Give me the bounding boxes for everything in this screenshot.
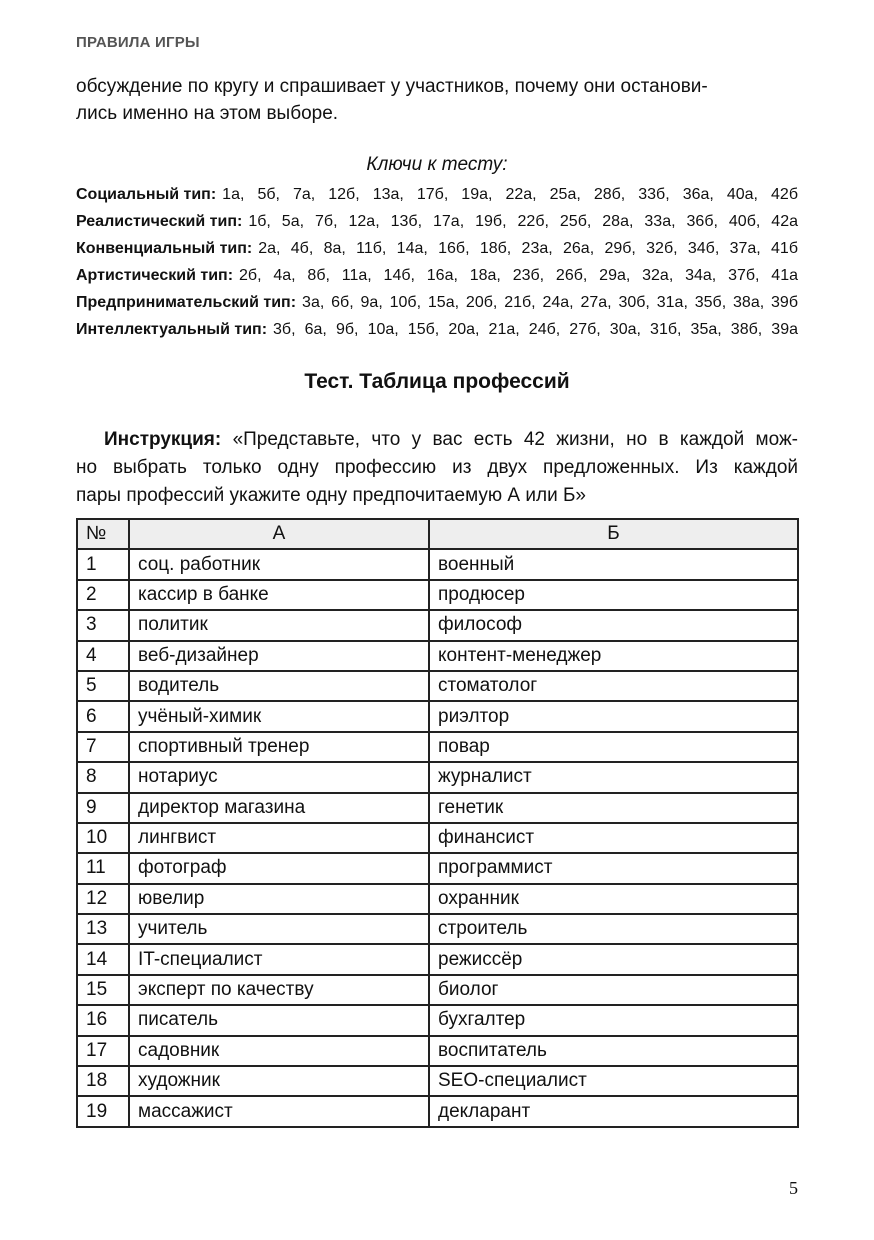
profession-b: строитель	[429, 914, 798, 944]
row-number: 11	[77, 853, 129, 883]
row-number: 18	[77, 1066, 129, 1096]
instruction-line	[76, 426, 798, 454]
instruction-line: пары профессий укажите одну предпочитаемую А или Б»	[76, 485, 586, 506]
intro-paragraph	[76, 73, 798, 127]
row-number: 7	[77, 732, 129, 762]
table-row	[77, 1036, 798, 1066]
profession-a: учитель	[129, 914, 429, 944]
row-number: 6	[77, 701, 129, 731]
table-row	[77, 884, 798, 914]
row-number: 4	[77, 641, 129, 671]
profession-a: массажист	[129, 1096, 429, 1126]
table-row	[77, 701, 798, 731]
profession-b: декларант	[429, 1096, 798, 1126]
profession-b: охранник	[429, 884, 798, 914]
profession-a: фотограф	[129, 853, 429, 883]
table-row	[77, 549, 798, 579]
table-row	[77, 853, 798, 883]
key-line-enterprising	[76, 289, 798, 316]
profession-a: директор магазина	[129, 793, 429, 823]
row-number: 16	[77, 1005, 129, 1035]
professions-table	[76, 518, 799, 1128]
key-label: Артистический тип:	[76, 267, 234, 284]
running-head: ПРАВИЛА ИГРЫ	[76, 34, 200, 51]
profession-b: повар	[429, 732, 798, 762]
key-values: 3а, 6б, 9а, 10б, 15а, 20б, 21б, 24а, 27а, 30б, 31а, 35б, 38а, 39б	[302, 294, 798, 311]
row-number: 1	[77, 549, 129, 579]
table-row	[77, 671, 798, 701]
profession-a: художник	[129, 1066, 429, 1096]
key-values: 2б, 4а, 8б, 11а, 14б, 16а, 18а, 23б, 26б, 29а, 32а, 34а, 37б, 41а	[239, 267, 798, 284]
table-row	[77, 944, 798, 974]
row-number: 15	[77, 975, 129, 1005]
key-label: Реалистический тип:	[76, 213, 243, 230]
profession-b: финансист	[429, 823, 798, 853]
profession-a: веб-дизайнер	[129, 641, 429, 671]
table-row	[77, 641, 798, 671]
profession-a: эксперт по качеству	[129, 975, 429, 1005]
key-line-conventional	[76, 235, 798, 262]
row-number: 12	[77, 884, 129, 914]
row-number: 8	[77, 762, 129, 792]
intro-line: обсуждение по кругу и спрашивает у участников, почему они останови-	[76, 76, 708, 97]
page-number: 5	[789, 1178, 798, 1198]
table-body	[77, 549, 798, 1126]
key-line-social	[76, 181, 798, 208]
table-row	[77, 1066, 798, 1096]
header-a: А	[129, 519, 429, 549]
profession-b: контент-менеджер	[429, 641, 798, 671]
profession-b: журналист	[429, 762, 798, 792]
table-row	[77, 580, 798, 610]
key-line-artistic	[76, 262, 798, 289]
row-number: 13	[77, 914, 129, 944]
key-line-realistic	[76, 208, 798, 235]
profession-a: кассир в банке	[129, 580, 429, 610]
profession-b: стоматолог	[429, 671, 798, 701]
row-number: 2	[77, 580, 129, 610]
key-values: 3б, 6а, 9б, 10а, 15б, 20а, 21а, 24б, 27б, 30а, 31б, 35а, 38б, 39а	[273, 321, 798, 338]
table-row	[77, 823, 798, 853]
profession-b: программист	[429, 853, 798, 883]
profession-b: военный	[429, 549, 798, 579]
table-header-row	[77, 519, 798, 549]
profession-a: спортивный тренер	[129, 732, 429, 762]
key-line-intellectual	[76, 316, 798, 343]
profession-a: писатель	[129, 1005, 429, 1035]
row-number: 19	[77, 1096, 129, 1126]
key-label: Предпринимательский тип:	[76, 294, 297, 311]
header-number: №	[77, 519, 129, 549]
section-title: Тест. Таблица профессий	[304, 370, 570, 393]
profession-b: воспитатель	[429, 1036, 798, 1066]
profession-a: садовник	[129, 1036, 429, 1066]
table-row	[77, 762, 798, 792]
profession-a: лингвист	[129, 823, 429, 853]
row-number: 14	[77, 944, 129, 974]
instruction-paragraph	[76, 426, 798, 510]
row-number: 10	[77, 823, 129, 853]
table-row	[77, 1005, 798, 1035]
row-number: 3	[77, 610, 129, 640]
table-row	[77, 1096, 798, 1126]
profession-a: IT-специалист	[129, 944, 429, 974]
table-row	[77, 914, 798, 944]
instruction-line: но выбрать только одну профессию из двух предложенных. Из каждой	[76, 457, 798, 478]
profession-b: риэлтор	[429, 701, 798, 731]
key-label: Конвенциальный тип:	[76, 240, 253, 257]
key-label: Социальный тип:	[76, 186, 217, 203]
instruction-label: Инструкция:	[104, 429, 222, 450]
row-number: 9	[77, 793, 129, 823]
keys-list	[76, 181, 798, 343]
row-number: 5	[77, 671, 129, 701]
intro-line: лись именно на этом выборе.	[76, 103, 339, 124]
key-values: 1а, 5б, 7а, 12б, 13а, 17б, 19а, 22а, 25а, 28б, 33б, 36а, 40а, 42б	[222, 186, 798, 203]
instruction-text: «Представьте, что у вас есть 42 жизни, но в каждой мож-	[232, 429, 799, 450]
keys-heading: Ключи к тесту:	[366, 154, 508, 175]
profession-b: SEO-специалист	[429, 1066, 798, 1096]
key-values: 2а, 4б, 8а, 11б, 14а, 16б, 18б, 23а, 26а, 29б, 32б, 34б, 37а, 41б	[258, 240, 798, 257]
profession-b: бухгалтер	[429, 1005, 798, 1035]
profession-b: биолог	[429, 975, 798, 1005]
key-label: Интеллектуальный тип:	[76, 321, 268, 338]
profession-b: философ	[429, 610, 798, 640]
profession-b: режиссёр	[429, 944, 798, 974]
row-number: 17	[77, 1036, 129, 1066]
table-row	[77, 610, 798, 640]
table-row	[77, 975, 798, 1005]
profession-a: учёный-химик	[129, 701, 429, 731]
table-row	[77, 793, 798, 823]
profession-b: продюсер	[429, 580, 798, 610]
profession-a: политик	[129, 610, 429, 640]
profession-b: генетик	[429, 793, 798, 823]
profession-a: водитель	[129, 671, 429, 701]
table-row	[77, 732, 798, 762]
key-values: 1б, 5а, 7б, 12а, 13б, 17а, 19б, 22б, 25б, 28а, 33а, 36б, 40б, 42а	[248, 213, 798, 230]
profession-a: ювелир	[129, 884, 429, 914]
header-b: Б	[429, 519, 798, 549]
profession-a: соц. работник	[129, 549, 429, 579]
profession-a: нотариус	[129, 762, 429, 792]
